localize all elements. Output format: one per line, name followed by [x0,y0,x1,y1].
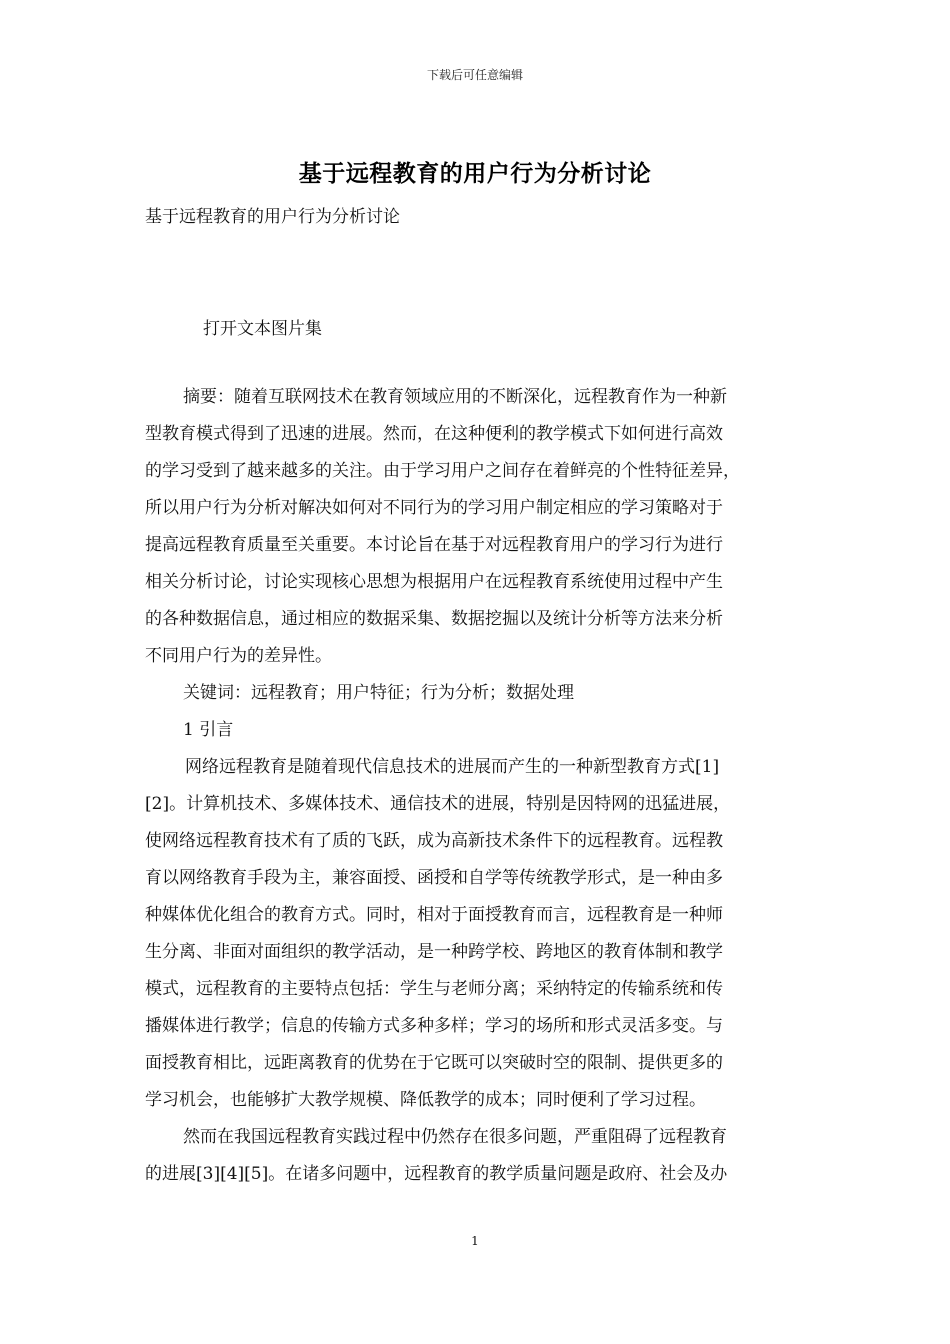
paragraph-line: 学习机会，也能够扩大教学规模、降低教学的成本；同时便利了学习过程。 [145,1090,706,1110]
abstract-line: 相关分析讨论，讨论实现核心思想为根据用户在远程教育系统使用过程中产生 [145,572,723,592]
page-title: 基于远程教育的用户行为分析讨论 [298,160,652,187]
paragraph-line: 模式，远程教育的主要特点包括：学生与老师分离；采纳特定的传输系统和传 [145,979,723,999]
abstract-line: 提高远程教育质量至关重要。本讨论旨在基于对远程教育用户的学习行为进行 [145,535,723,555]
paragraph-line: [2]。计算机技术、多媒体技术、通信技术的进展，特别是因特网的迅猛进展， [145,794,731,814]
paragraph-line: 播媒体进行教学；信息的传输方式多种多样；学习的场所和形式灵活多变。与 [145,1016,723,1036]
abstract-line: 所以用户行为分析对解决如何对不同行为的学习用户制定相应的学习策略对于 [145,498,723,518]
image-gallery-link[interactable]: 打开文本图片集 [203,319,322,339]
page-number: 1 [471,1234,479,1248]
paragraph-line: 然而在我国远程教育实践过程中仍然存在很多问题，严重阻碍了远程教育 [183,1127,727,1147]
paragraph-line: 网络远程教育是随着现代信息技术的进展而产生的一种新型教育方式[1] [185,757,720,777]
paragraph-line: 种媒体优化组合的教育方式。同时，相对于面授教育而言，远程教育是一种师 [145,905,723,925]
section-heading: 1 引言 [183,720,234,740]
paragraph-line: 育以网络教育手段为主，兼容面授、函授和自学等传统教学形式，是一种由多 [145,868,723,888]
paragraph-line: 生分离、非面对面组织的教学活动，是一种跨学校、跨地区的教育体制和教学 [145,942,723,962]
keywords-line: 关键词：远程教育；用户特征；行为分析；数据处理 [183,683,574,703]
subtitle: 基于远程教育的用户行为分析讨论 [145,207,400,227]
abstract-line: 的学习受到了越来越多的关注。由于学习用户之间存在着鲜亮的个性特征差异， [145,461,740,481]
paragraph-line: 面授教育相比，远距离教育的优势在于它既可以突破时空的限制、提供更多的 [145,1053,723,1073]
abstract-line: 型教育模式得到了迅速的进展。然而，在这种便利的教学模式下如何进行高效 [145,424,723,444]
header-note: 下载后可任意编辑 [426,68,523,82]
paragraph-line: 的进展[3][4][5]。在诸多问题中，远程教育的教学质量问题是政府、社会及办 [145,1164,728,1184]
abstract-line: 不同用户行为的差异性。 [145,646,332,666]
body-text [145,386,810,1200]
abstract-line: 摘要：随着互联网技术在教育领域应用的不断深化，远程教育作为一种新 [183,387,727,407]
paragraph-line: 使网络远程教育技术有了质的飞跃，成为高新技术条件下的远程教育。远程教 [145,831,723,851]
abstract-line: 的各种数据信息，通过相应的数据采集、数据挖掘以及统计分析等方法来分析 [145,609,723,629]
